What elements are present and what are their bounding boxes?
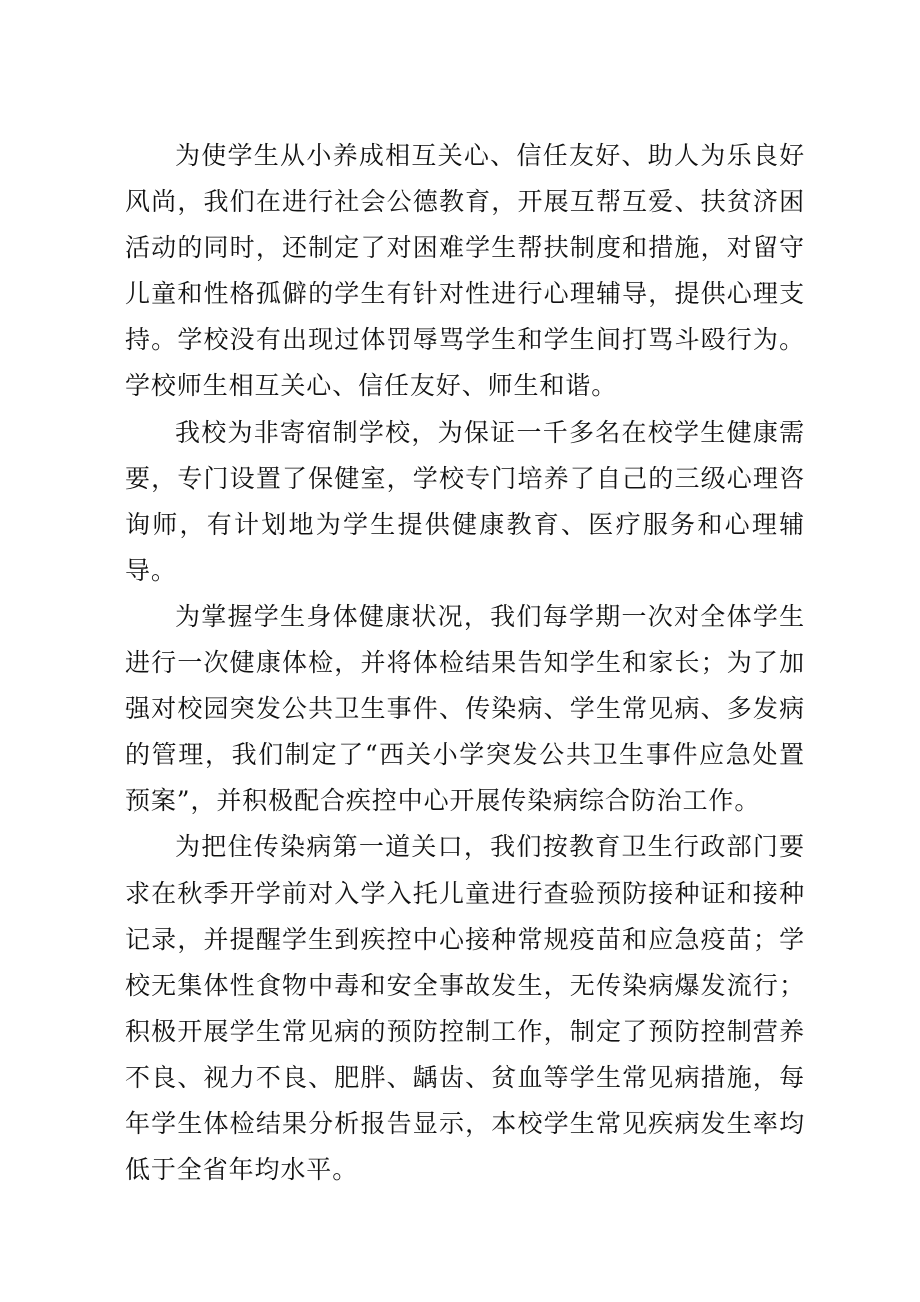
- document-body: [125, 133, 805, 1193]
- paragraph-disease-prevention: 为把住传染病第一道关口，我们按教育卫生行政部门要求在秋季开学前对入学入托儿童进行查验预防接种证和接种记录，并提醒学生到疾控中心接种常规疫苗和应急疫苗；学校无集体性食物中毒和安全事故发生，无传染病爆发流行；积极开展学生常见病的预防控制工作，制定了预防控制营养不良、视力不良、肥胖、龋齿、贫血等学生常见病措施，每年学生体检结果分析报告显示，本校学生常见疾病发生率均低于全省年均水平。: [125, 832, 805, 1185]
- paragraph-health-room: 我校为非寄宿制学校，为保证一千多名在校学生健康需要，专门设置了保健室，学校专门培养了自己的三级心理咨询师，有计划地为学生提供健康教育、医疗服务和心理辅导。: [125, 417, 805, 585]
- paragraph-peer-care: 为使学生从小养成相互关心、信任友好、助人为乐良好风尚，我们在进行社会公德教育，开展互帮互爱、扶贫济困活动的同时，还制定了对困难学生帮扶制度和措施，对留守儿童和性格孤僻的学生有针对性进行心理辅导，提供心理支持。学校没有出现过体罚辱骂学生和学生间打骂斗殴行为。学校师生相互关心、信任友好、师生和谐。: [125, 141, 805, 401]
- paragraph-health-checkup: 为掌握学生身体健康状况，我们每学期一次对全体学生进行一次健康体检，并将体检结果告知学生和家长；为了加强对校园突发公共卫生事件、传染病、学生常见病、多发病的管理，我们制定了“西关小学突发公共卫生事件应急处置预案”，并积极配合疾控中心开展传染病综合防治工作。: [125, 601, 805, 816]
